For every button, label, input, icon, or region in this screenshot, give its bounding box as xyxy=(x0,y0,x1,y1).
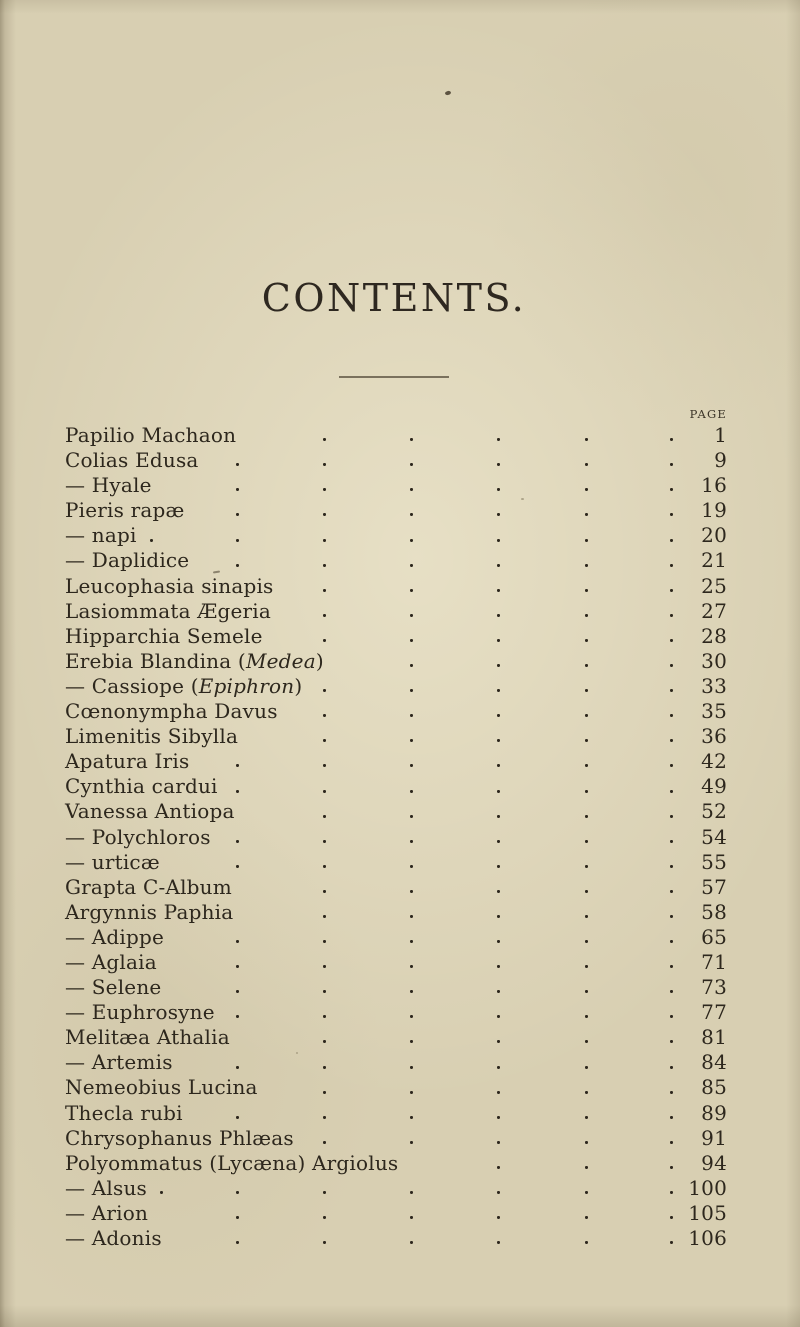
leader-dot xyxy=(585,488,588,491)
entry-name: — Daplidice xyxy=(65,548,190,573)
leader-dot xyxy=(323,1191,326,1194)
leader-dot xyxy=(670,1015,673,1018)
entry-page-number: 30 xyxy=(701,648,727,673)
leader-dot xyxy=(585,1091,588,1094)
toc-entry xyxy=(65,749,727,774)
entry-name: Hipparchia Semele xyxy=(65,623,263,648)
entry-page-number: 106 xyxy=(688,1226,727,1250)
leader-dot xyxy=(497,865,500,868)
leader-dot xyxy=(236,463,239,466)
leader-dot xyxy=(323,990,326,993)
leader-dot xyxy=(410,664,413,667)
leader-dot xyxy=(497,1191,500,1194)
leader-dot xyxy=(670,815,673,818)
leader-dot xyxy=(323,564,326,567)
entry-page-number: 55 xyxy=(701,849,727,874)
entry-name: Thecla rubi xyxy=(65,1100,183,1125)
leader-dot xyxy=(236,539,239,542)
toc-entry xyxy=(65,850,727,875)
leader-dot xyxy=(236,1015,239,1018)
contents-list xyxy=(65,423,727,1251)
entry-page-number: 85 xyxy=(701,1075,727,1100)
leader-dot xyxy=(497,664,500,667)
leader-dot xyxy=(236,865,239,868)
leader-dot xyxy=(585,1040,588,1043)
toc-entry xyxy=(65,548,727,573)
leader-dot xyxy=(585,1216,588,1219)
leader-dot xyxy=(670,764,673,767)
leader-dot xyxy=(323,865,326,868)
leader-dot xyxy=(410,739,413,742)
leader-dot xyxy=(410,639,413,642)
leader-dot xyxy=(670,639,673,642)
leader-dot xyxy=(497,815,500,818)
leader-dot xyxy=(670,513,673,516)
leader-dot xyxy=(410,1191,413,1194)
leader-dot xyxy=(323,1141,326,1144)
leader-dot xyxy=(497,940,500,943)
leader-dot xyxy=(410,1066,413,1069)
leader-dot xyxy=(670,940,673,943)
entry-page-number: 100 xyxy=(688,1175,727,1200)
leader-dot xyxy=(585,1191,588,1194)
leader-dot xyxy=(670,1216,673,1219)
toc-entry xyxy=(65,875,727,900)
leader-dot xyxy=(410,990,413,993)
entry-name-italic: Medea xyxy=(245,648,316,673)
leader-dot xyxy=(585,815,588,818)
toc-entry xyxy=(65,624,727,649)
entry-name: — Hyale xyxy=(65,473,152,498)
leader-dot xyxy=(236,940,239,943)
leader-dot xyxy=(585,990,588,993)
entry-page-number: 77 xyxy=(701,1000,727,1025)
entry-page-number: 91 xyxy=(701,1125,727,1150)
toc-entry xyxy=(65,498,727,523)
entry-name: Polyommatus (Lycæna) Argiolus xyxy=(65,1150,399,1175)
leader-dot xyxy=(410,865,413,868)
leader-dot xyxy=(585,840,588,843)
leader-dot xyxy=(323,915,326,918)
toc-entry xyxy=(65,799,727,824)
leader-dot xyxy=(410,815,413,818)
leader-dot xyxy=(585,890,588,893)
toc-entry xyxy=(65,825,727,850)
leader-dot xyxy=(670,915,673,918)
entry-page-number: 9 xyxy=(714,448,727,473)
leader-dot xyxy=(497,764,500,767)
entry-page-number: 84 xyxy=(701,1050,727,1075)
leader-dot xyxy=(497,513,500,516)
leader-dot xyxy=(410,940,413,943)
leader-dot xyxy=(236,990,239,993)
toc-entry xyxy=(65,674,727,699)
leader-dot xyxy=(497,915,500,918)
leader-dot xyxy=(410,438,413,441)
leader-dot xyxy=(670,965,673,968)
toc-entry xyxy=(65,1025,727,1050)
leader-dot xyxy=(410,488,413,491)
leader-dot xyxy=(585,940,588,943)
leader-dot xyxy=(585,539,588,542)
toc-entry xyxy=(65,724,727,749)
leader-dot xyxy=(323,589,326,592)
entry-name: Papilio Machaon xyxy=(65,423,237,447)
entry-page-number: 89 xyxy=(701,1100,727,1125)
leader-dot xyxy=(585,1066,588,1069)
entry-page-number: 42 xyxy=(701,749,727,774)
entry-page-number: 1 xyxy=(714,423,727,447)
entry-page-number: 58 xyxy=(701,899,727,924)
leader-dot xyxy=(410,1015,413,1018)
leader-dot xyxy=(585,463,588,466)
toc-entry xyxy=(65,523,727,548)
leader-dot xyxy=(410,463,413,466)
leader-dot xyxy=(670,539,673,542)
leader-dot xyxy=(323,1040,326,1043)
leader-dot xyxy=(585,1166,588,1169)
leader-dot xyxy=(670,1166,673,1169)
leader-dot xyxy=(497,965,500,968)
entry-name: — Artemis xyxy=(65,1050,173,1075)
leader-dot xyxy=(323,539,326,542)
leader-dot xyxy=(410,513,413,516)
leader-dot xyxy=(323,1066,326,1069)
leader-dot xyxy=(323,764,326,767)
entry-name-italic: Epiphron xyxy=(198,673,295,698)
leader-dot xyxy=(497,539,500,542)
entry-page-number: 81 xyxy=(701,1025,727,1050)
leader-dot xyxy=(323,965,326,968)
entry-name: Nemeobius Lucina xyxy=(65,1075,258,1100)
leader-dot xyxy=(585,1015,588,1018)
leader-dot xyxy=(323,890,326,893)
entry-page-number: 52 xyxy=(701,799,727,824)
leader-dot xyxy=(670,1241,673,1244)
leader-dot xyxy=(236,513,239,516)
leader-dot xyxy=(585,1241,588,1244)
entry-page-number: 71 xyxy=(701,949,727,974)
leader-dot xyxy=(497,1091,500,1094)
leader-dot xyxy=(670,689,673,692)
toc-entry xyxy=(65,1176,727,1201)
entry-name: Pieris rapæ xyxy=(65,498,185,523)
toc-entry xyxy=(65,1151,727,1176)
entry-name: — Adippe xyxy=(65,924,165,949)
paper-speck xyxy=(445,90,452,95)
leader-dot xyxy=(670,1066,673,1069)
entry-name: Cœnonympha Davus xyxy=(65,699,278,724)
toc-entry xyxy=(65,950,727,975)
leader-dot xyxy=(670,739,673,742)
entry-name: Melitæa Athalia xyxy=(65,1025,230,1050)
leader-dot xyxy=(585,689,588,692)
leader-dot xyxy=(410,790,413,793)
leader-dot xyxy=(410,1216,413,1219)
toc-entry xyxy=(65,599,727,624)
entry-page-number: 105 xyxy=(688,1200,727,1225)
toc-entry xyxy=(65,1126,727,1151)
leader-dot xyxy=(670,614,673,617)
leader-dot xyxy=(410,840,413,843)
entry-page-number: 27 xyxy=(701,598,727,623)
leader-dot xyxy=(323,1241,326,1244)
leader-dot xyxy=(585,965,588,968)
leader-dot xyxy=(410,589,413,592)
leader-dot xyxy=(323,790,326,793)
toc-entry xyxy=(65,448,727,473)
leader-dot xyxy=(497,564,500,567)
page-title: CONTENTS. xyxy=(261,276,527,320)
entry-name: Apatura Iris xyxy=(65,749,190,774)
leader-dot xyxy=(497,488,500,491)
leader-dot xyxy=(497,614,500,617)
leader-dot xyxy=(585,664,588,667)
leader-dot xyxy=(236,764,239,767)
entry-page-number: 21 xyxy=(701,548,727,573)
leader-dot xyxy=(410,915,413,918)
entry-name: — Euphrosyne xyxy=(65,1000,215,1025)
leader-dot xyxy=(410,564,413,567)
leader-dot xyxy=(236,488,239,491)
entry-name: — Aglaia xyxy=(65,949,157,974)
leader-dot xyxy=(236,790,239,793)
entry-page-number: 16 xyxy=(701,473,727,498)
leader-dot xyxy=(323,714,326,717)
entry-name: — Adonis xyxy=(65,1226,162,1250)
leader-dot xyxy=(323,513,326,516)
leader-dot xyxy=(236,1191,239,1194)
leader-dot xyxy=(585,438,588,441)
page-column-header: PAGE xyxy=(689,407,727,421)
leader-dot xyxy=(497,1241,500,1244)
toc-entry xyxy=(65,925,727,950)
leader-dot xyxy=(410,1116,413,1119)
entry-page-number: 25 xyxy=(701,573,727,598)
leader-dot xyxy=(236,1241,239,1244)
leader-dot xyxy=(236,840,239,843)
leader-dot xyxy=(236,965,239,968)
leader-dot xyxy=(410,689,413,692)
entry-name: Erebia Blandina (Medea) xyxy=(65,648,324,673)
toc-entry xyxy=(65,649,727,674)
leader-dot xyxy=(323,689,326,692)
leader-dot xyxy=(670,1141,673,1144)
leader-dot xyxy=(670,714,673,717)
toc-entry xyxy=(65,1050,727,1075)
entry-page-number: 65 xyxy=(701,924,727,949)
leader-dot xyxy=(670,564,673,567)
leader-dot xyxy=(585,1116,588,1119)
toc-entry xyxy=(65,699,727,724)
entry-page-number: 33 xyxy=(701,673,727,698)
leader-dot xyxy=(670,1191,673,1194)
leader-dot xyxy=(670,840,673,843)
entry-name: Leucophasia sinapis xyxy=(65,573,274,598)
leader-dot xyxy=(670,488,673,491)
leader-dot xyxy=(670,438,673,441)
leader-dot xyxy=(585,739,588,742)
leader-dot xyxy=(497,1141,500,1144)
entry-name: Grapta C-Album xyxy=(65,874,232,899)
leader-dot xyxy=(410,714,413,717)
leader-dot xyxy=(670,1040,673,1043)
leader-dot xyxy=(410,539,413,542)
entry-page-number: 54 xyxy=(701,824,727,849)
leader-dot xyxy=(497,589,500,592)
leader-dot xyxy=(323,1116,326,1119)
toc-entry xyxy=(65,900,727,925)
leader-dot xyxy=(585,1141,588,1144)
entry-name: — napi xyxy=(65,523,137,548)
leader-dot xyxy=(497,990,500,993)
leader-dot xyxy=(670,865,673,868)
entry-page-number: 49 xyxy=(701,774,727,799)
leader-dot xyxy=(323,639,326,642)
leader-dot xyxy=(323,1015,326,1018)
leader-dot xyxy=(150,539,153,542)
leader-dot xyxy=(236,1066,239,1069)
entry-page-number: 36 xyxy=(701,724,727,749)
leader-dot xyxy=(497,714,500,717)
entry-name: Lasiommata Ægeria xyxy=(65,598,272,623)
leader-dot xyxy=(497,790,500,793)
entry-name: Cynthia cardui xyxy=(65,774,218,799)
leader-dot xyxy=(497,1116,500,1119)
leader-dot xyxy=(585,714,588,717)
leader-dot xyxy=(670,664,673,667)
leader-dot xyxy=(323,614,326,617)
entry-name: Limenitis Sibylla xyxy=(65,724,239,749)
toc-entry xyxy=(65,1000,727,1025)
leader-dot xyxy=(585,865,588,868)
entry-page-number: 35 xyxy=(701,699,727,724)
toc-entry xyxy=(65,1226,727,1251)
leader-dot xyxy=(585,639,588,642)
leader-dot xyxy=(323,940,326,943)
leader-dot xyxy=(497,890,500,893)
leader-dot xyxy=(497,1040,500,1043)
leader-dot xyxy=(670,1116,673,1119)
leader-dot xyxy=(410,1091,413,1094)
leader-dot xyxy=(670,790,673,793)
entry-page-number: 19 xyxy=(701,498,727,523)
entry-page-number: 57 xyxy=(701,874,727,899)
leader-dot xyxy=(670,890,673,893)
leader-dot xyxy=(323,438,326,441)
leader-dot xyxy=(585,564,588,567)
entry-name: — Cassiope (Epiphron) xyxy=(65,673,303,698)
leader-dot xyxy=(585,764,588,767)
leader-dot xyxy=(323,840,326,843)
entry-name: — urticæ xyxy=(65,849,160,874)
leader-dot xyxy=(585,915,588,918)
entry-name: — Polychloros xyxy=(65,824,211,849)
leader-dot xyxy=(323,1091,326,1094)
entry-name: Vanessa Antiopa xyxy=(65,799,235,824)
toc-entry xyxy=(65,473,727,498)
leader-dot xyxy=(410,1241,413,1244)
leader-dot xyxy=(410,1040,413,1043)
leader-dot xyxy=(497,639,500,642)
leader-dot xyxy=(236,1216,239,1219)
entry-name: — Arion xyxy=(65,1200,149,1225)
leader-dot xyxy=(497,689,500,692)
title-divider-rule xyxy=(339,376,449,378)
leader-dot xyxy=(497,1166,500,1169)
leader-dot xyxy=(410,890,413,893)
leader-dot xyxy=(497,1216,500,1219)
entry-page-number: 28 xyxy=(701,623,727,648)
entry-name: Chrysophanus Phlæas xyxy=(65,1125,294,1150)
leader-dot xyxy=(497,463,500,466)
toc-entry xyxy=(65,574,727,599)
leader-dot xyxy=(160,1191,163,1194)
leader-dot xyxy=(497,1015,500,1018)
entry-page-number: 20 xyxy=(701,523,727,548)
leader-dot xyxy=(410,614,413,617)
leader-dot xyxy=(323,1216,326,1219)
entry-page-number: 94 xyxy=(701,1150,727,1175)
leader-dot xyxy=(497,438,500,441)
leader-dot xyxy=(497,1066,500,1069)
leader-dot xyxy=(497,840,500,843)
leader-dot xyxy=(323,488,326,491)
entry-page-number: 73 xyxy=(701,975,727,1000)
entry-name: Colias Edusa xyxy=(65,448,199,473)
leader-dot xyxy=(410,1141,413,1144)
leader-dot xyxy=(585,589,588,592)
entry-name: Argynnis Paphia xyxy=(65,899,234,924)
leader-dot xyxy=(670,589,673,592)
leader-dot xyxy=(585,790,588,793)
leader-dot xyxy=(410,965,413,968)
leader-dot xyxy=(585,614,588,617)
leader-dot xyxy=(410,764,413,767)
leader-dot xyxy=(670,990,673,993)
leader-dot xyxy=(497,739,500,742)
toc-entry xyxy=(65,423,727,448)
leader-dot xyxy=(236,1116,239,1119)
leader-dot xyxy=(585,513,588,516)
leader-dot xyxy=(670,1091,673,1094)
toc-entry xyxy=(65,975,727,1000)
leader-dot xyxy=(670,463,673,466)
leader-dot xyxy=(236,564,239,567)
leader-dot xyxy=(323,815,326,818)
leader-dot xyxy=(323,739,326,742)
entry-name: — Alsus xyxy=(65,1175,148,1200)
toc-entry xyxy=(65,774,727,799)
toc-entry xyxy=(65,1201,727,1226)
entry-name: — Selene xyxy=(65,975,162,1000)
leader-dot xyxy=(323,463,326,466)
toc-entry xyxy=(65,1075,727,1100)
toc-entry xyxy=(65,1101,727,1126)
